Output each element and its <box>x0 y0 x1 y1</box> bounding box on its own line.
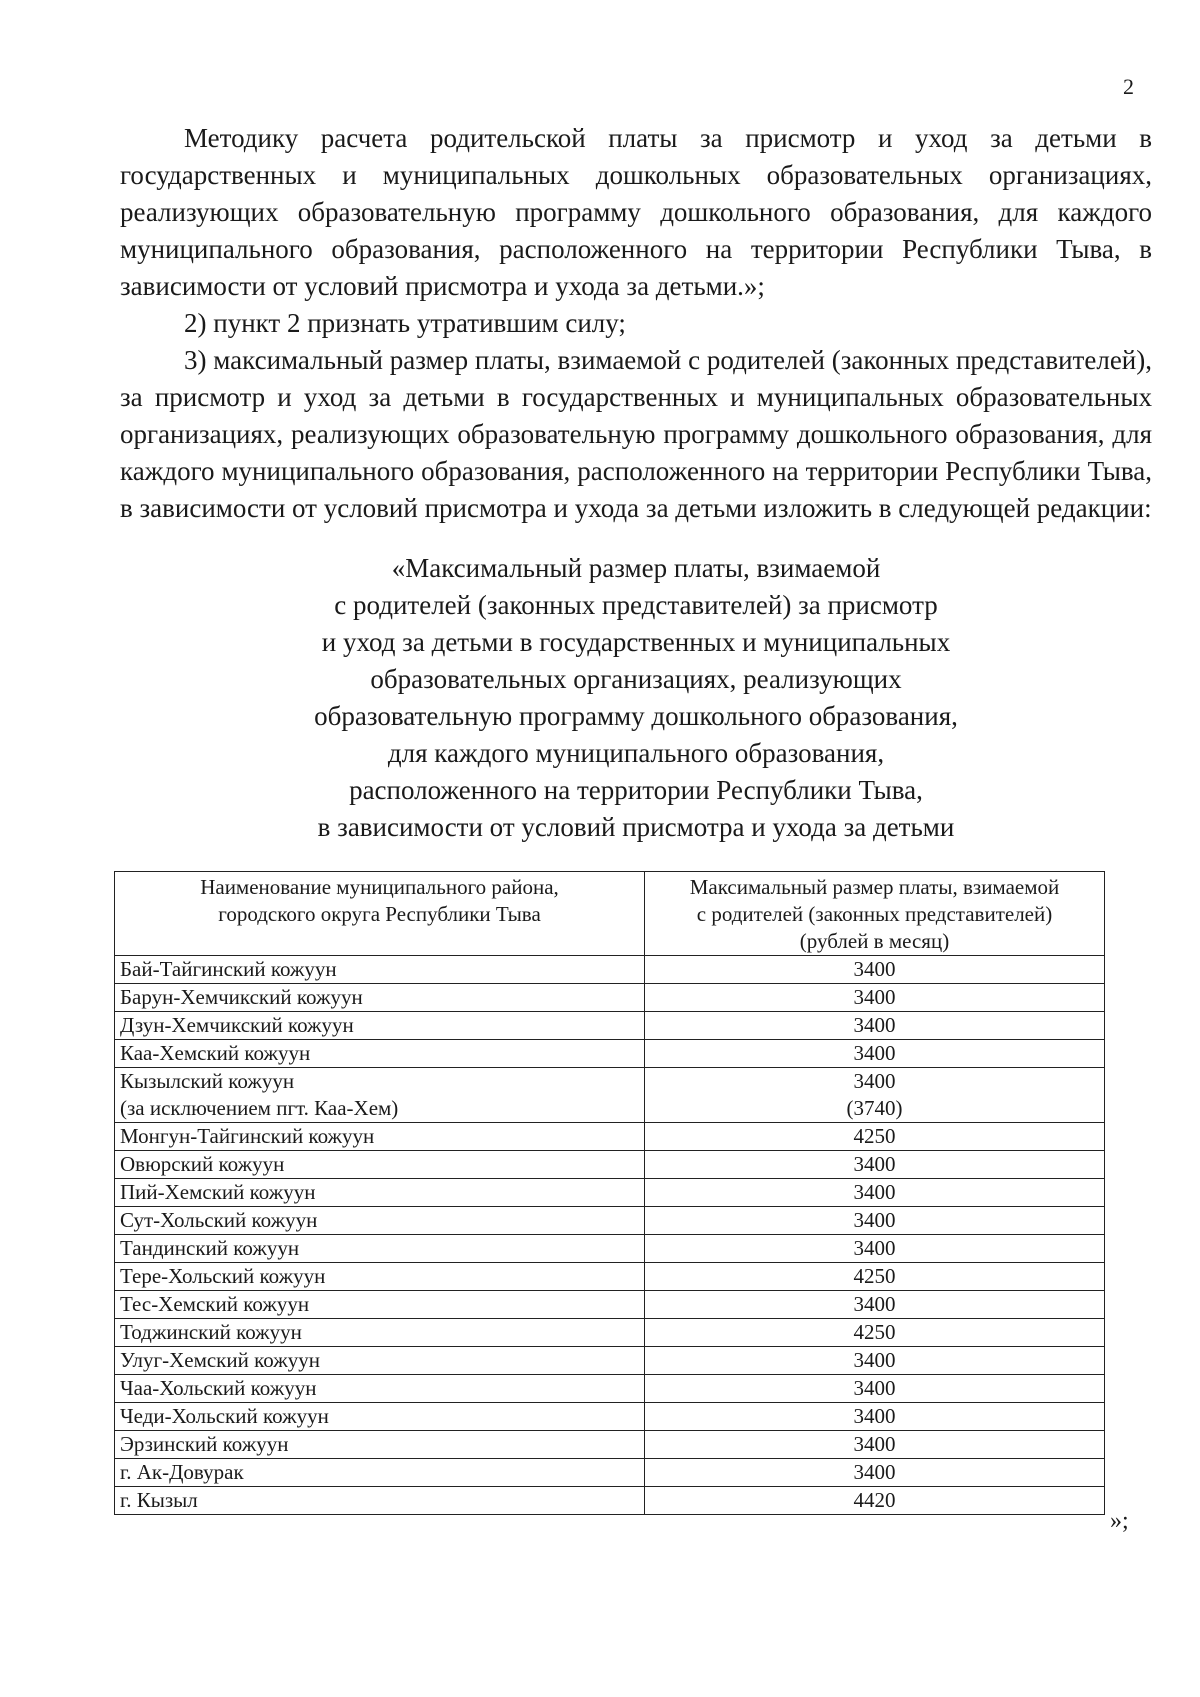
fee-value: 3400 <box>853 1180 896 1204</box>
district-name: Чаа-Хольский кожуун <box>120 1376 317 1400</box>
fee-table <box>114 871 1105 1515</box>
header-line: с родителей (законных представителей) <box>696 902 1053 926</box>
district-name-cell <box>115 1235 645 1263</box>
fee-value: 3400 <box>853 1460 896 1484</box>
fee-cell <box>645 1319 1105 1347</box>
district-name-cell <box>115 1263 645 1291</box>
district-name-cell <box>115 984 645 1012</box>
district-name: Дзун-Хемчикский кожуун <box>120 1013 354 1037</box>
district-name-cell <box>115 1487 645 1515</box>
district-name: г. Ак-Довурак <box>120 1460 244 1484</box>
fee-cell <box>645 1403 1105 1431</box>
page-number: 2 <box>1123 74 1134 99</box>
paragraph-item-2: 2) пункт 2 признать утратившим силу; <box>184 308 626 338</box>
fee-value: 3400 <box>853 1152 896 1176</box>
district-name: Овюрский кожуун <box>120 1152 285 1176</box>
table-row <box>115 1347 1105 1375</box>
district-name-cell <box>115 1403 645 1431</box>
table-row <box>115 1179 1105 1207</box>
closing-quote-mark: »; <box>1110 1508 1129 1534</box>
fee-value: 3400 <box>853 1236 896 1260</box>
fee-value: 3400 <box>853 1376 896 1400</box>
table-row <box>115 1207 1105 1235</box>
district-name: Каа-Хемский кожуун <box>120 1041 311 1065</box>
district-name-cell <box>115 1319 645 1347</box>
fee-cell <box>645 1179 1105 1207</box>
district-name-cell <box>115 1431 645 1459</box>
district-name: Тес-Хемский кожуун <box>120 1292 310 1316</box>
table-row <box>115 1431 1105 1459</box>
district-name: Тере-Хольский кожуун <box>120 1264 326 1288</box>
district-name: Улуг-Хемский кожуун <box>120 1348 320 1372</box>
district-name: (за исключением пгт. Каа-Хем) <box>120 1096 399 1120</box>
table-row <box>115 1012 1105 1040</box>
district-name-cell <box>115 956 645 984</box>
table-row <box>115 956 1105 984</box>
fee-cell <box>645 1347 1105 1375</box>
fee-cell <box>645 1291 1105 1319</box>
table-title-line: расположенного на территории Республики Тыва, <box>349 775 923 805</box>
paragraph-item-3: 3) максимальный размер платы, взимаемой с родителей (законных представителей), за присмотр и уход за детьми в государственных и муниципальных образовательных организациях, реализующих образовательную программу дошкольного образования, для каждого муниципального образования, расположенного на территории Республики Тыва, в зависимости от условий присмотра и ухода за детьми изложить в следующей редакции: <box>120 345 1152 523</box>
fee-value: 4250 <box>853 1124 896 1148</box>
fee-table-container <box>114 871 1104 1515</box>
district-name: Эрзинский кожуун <box>120 1432 289 1456</box>
district-name: Тандинский кожуун <box>120 1236 300 1260</box>
district-name-cell <box>115 1123 645 1151</box>
fee-value: 4420 <box>853 1488 896 1512</box>
table-title-line: для каждого муниципального образования, <box>387 738 885 768</box>
fee-value: 3400 <box>853 1069 896 1093</box>
table-title-line: «Максимальный размер платы, взимаемой <box>391 553 881 583</box>
fee-value: 3400 <box>853 1432 896 1456</box>
table-row <box>115 1068 1105 1123</box>
district-name-cell <box>115 1347 645 1375</box>
table-row <box>115 1151 1105 1179</box>
fee-cell <box>645 1459 1105 1487</box>
table-row <box>115 1375 1105 1403</box>
district-name: Монгун-Тайгинский кожуун <box>120 1124 375 1148</box>
table-row <box>115 1319 1105 1347</box>
district-name-cell <box>115 1291 645 1319</box>
table-title-line: в зависимости от условий присмотра и ухода за детьми <box>317 812 955 842</box>
district-name-cell <box>115 1179 645 1207</box>
district-name: Пий-Хемский кожуун <box>120 1180 316 1204</box>
fee-value: 3400 <box>853 1348 896 1372</box>
district-name: Бай-Тайгинский кожуун <box>120 957 337 981</box>
fee-value: 3400 <box>853 1041 896 1065</box>
fee-value: 3400 <box>853 1404 896 1428</box>
fee-cell <box>645 1123 1105 1151</box>
table-title-line: с родителей (законных представителей) за присмотр <box>334 590 938 620</box>
table-row <box>115 1459 1105 1487</box>
fee-value: 4250 <box>853 1264 896 1288</box>
table-row <box>115 1263 1105 1291</box>
district-name: г. Кызыл <box>120 1488 198 1512</box>
table-row <box>115 1403 1105 1431</box>
fee-cell <box>645 1375 1105 1403</box>
column-header-district <box>115 872 645 956</box>
fee-value: 3400 <box>853 1208 896 1232</box>
fee-value: 3400 <box>853 985 896 1009</box>
fee-cell <box>645 1068 1105 1123</box>
fee-cell <box>645 1207 1105 1235</box>
fee-value: 3400 <box>853 1013 896 1037</box>
column-header-fee <box>645 872 1105 956</box>
fee-cell <box>645 1012 1105 1040</box>
fee-cell <box>645 984 1105 1012</box>
paragraph-methodology: Методику расчета родительской платы за присмотр и уход за детьми в государственных и муниципальных дошкольных образовательных организациях, реализующих образовательную программу дошкольного образования, для каждого муниципального образования, расположенного на территории Республики Тыва, в зависимости от условий присмотра и ухода за детьми.»; <box>120 123 1152 301</box>
table-row <box>115 1040 1105 1068</box>
body-text <box>120 120 1152 527</box>
table-header-row <box>115 872 1105 956</box>
district-name-cell <box>115 1040 645 1068</box>
table-title-line: образовательную программу дошкольного образования, <box>314 701 958 731</box>
district-name-cell <box>115 1459 645 1487</box>
district-name-cell <box>115 1151 645 1179</box>
header-line: (рублей в месяц) <box>799 929 950 953</box>
fee-value: 4250 <box>853 1320 896 1344</box>
fee-cell <box>645 1040 1105 1068</box>
table-title-line: и уход за детьми в государственных и муниципальных <box>321 627 951 657</box>
district-name: Чеди-Хольский кожуун <box>120 1404 329 1428</box>
fee-cell <box>645 1487 1105 1515</box>
table-row <box>115 984 1105 1012</box>
fee-cell <box>645 956 1105 984</box>
table-body <box>115 956 1105 1515</box>
district-name-cell <box>115 1375 645 1403</box>
district-name-cell <box>115 1207 645 1235</box>
header-line: Максимальный размер платы, взимаемой <box>689 875 1060 899</box>
table-title-line: образовательных организациях, реализующих <box>370 664 902 694</box>
district-name: Кызылский кожуун <box>120 1069 295 1093</box>
table-row <box>115 1235 1105 1263</box>
fee-cell <box>645 1235 1105 1263</box>
fee-value: 3400 <box>853 1292 896 1316</box>
header-line: городского округа Республики Тыва <box>218 902 541 926</box>
table-row <box>115 1291 1105 1319</box>
district-name-cell <box>115 1012 645 1040</box>
header-line: Наименование муниципального района, <box>200 875 559 899</box>
district-name: Тоджинский кожуун <box>120 1320 302 1344</box>
table-row <box>115 1123 1105 1151</box>
fee-cell <box>645 1151 1105 1179</box>
district-name-cell <box>115 1068 645 1123</box>
district-name: Барун-Хемчикский кожуун <box>120 985 363 1009</box>
table-title <box>120 550 1152 846</box>
fee-cell <box>645 1263 1105 1291</box>
district-name: Сут-Хольский кожуун <box>120 1208 318 1232</box>
fee-cell <box>645 1431 1105 1459</box>
fee-value: (3740) <box>846 1096 903 1120</box>
fee-value: 3400 <box>853 957 896 981</box>
table-row <box>115 1487 1105 1515</box>
